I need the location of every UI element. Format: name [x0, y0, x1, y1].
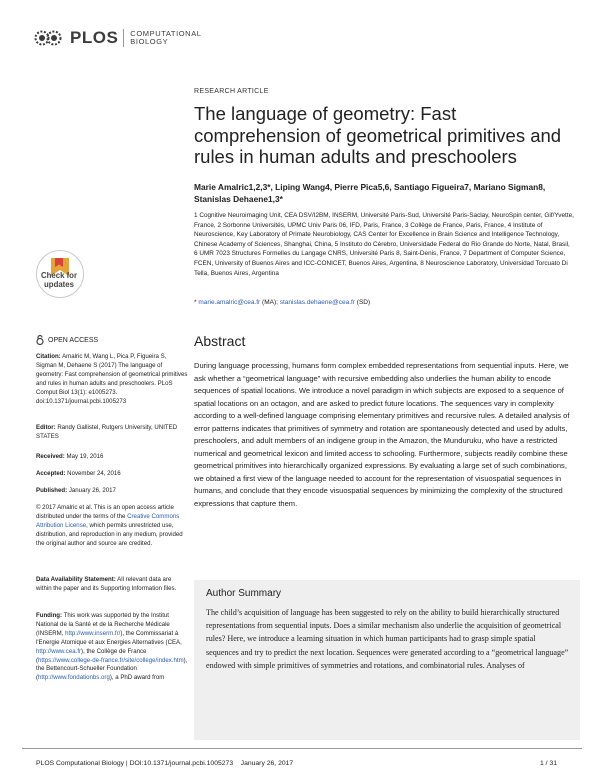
author-summary-heading: Author Summary: [206, 588, 282, 599]
article-type: RESEARCH ARTICLE: [194, 88, 269, 95]
accepted-date: [36, 470, 188, 479]
citation-text: Amalric M, Wang L, Pica P, Figueira S, Sigman M, Dehaene S (2017) The language of geometry: Fast comprehension of geometrical primitives and rules in human adults and preschoolers. PLoS Comput Biol 13(1): e1005273. doi:10.1371/journal.pcbi.1005273: [36, 353, 188, 405]
received-date: [36, 453, 188, 462]
funding-link-1[interactable]: http://www.inserm.fr/: [65, 629, 121, 637]
copyright-text-2: , which permits unrestricted use, distribution, and reproduction in any medium, provided the original author and source are credited.: [36, 521, 183, 547]
funding-text-5: ), a PhD award from: [109, 674, 165, 682]
journal-logo: [34, 28, 202, 48]
editor-block: [36, 424, 188, 442]
funding-link-4[interactable]: http://www.fondationbs.org: [38, 674, 110, 682]
published-value: January 26, 2017: [67, 487, 116, 494]
footer-citation: PLOS Computational Biology | DOI:10.1371/journal.pcbi.1005273 January 26, 2017: [36, 760, 294, 767]
published-date: [36, 487, 188, 496]
accepted-label: Accepted:: [36, 470, 66, 477]
data-availability-label: Data Availability Statement:: [36, 576, 116, 583]
email-link-1[interactable]: marie.amalric@cea.fr: [198, 299, 261, 306]
open-lock-icon: [36, 335, 44, 345]
correspondence-marker: *: [194, 299, 199, 306]
editor-text: Randy Gallistel, Rutgers University, UNITED STATES: [36, 424, 178, 440]
journal-name-line1: COMPUTATIONAL: [130, 29, 202, 38]
funding-text-1: This work was supported by the Institut National de la Santé et de la Recherche Médicale (INSERM,: [36, 612, 170, 637]
data-availability-block: [36, 576, 188, 594]
data-availability-text: All relevant data are within the paper and its Supporting Information files.: [36, 576, 177, 592]
open-access-label: [36, 335, 98, 345]
received-label: Received:: [36, 453, 65, 460]
funding-link-3[interactable]: https://www.college-de-france.fr/site/college/index.htm: [38, 656, 184, 664]
abstract-text: During language processing, humans form complex embedded representations from sequential inputs. Here, we ask whether a “geometrical language” with recursive embedding also underlies the human ability to encode sequences of spatial locations. We introduce a novel paradigm in which subjects are exposed to a sequence of spatial locations on an octagon, and are asked to predict future locations. The sequences vary in complexity according to a well-defined language comprising elementary primitives and recursive rules. A detailed analysis of error patterns indicates that primitives of symmetry and rotation are spontaneously detected and used by adults, preschoolers, and adult members of an indigene group in the Amazon, the Munduruku, who have a restricted numerical and geometrical lexicon and limited access to schooling. Furthermore, subjects readily combine these geometrical primitives into hierarchically organized expressions. By evaluating a large set of such combinations, we obtained a first view of the language needed to account for the representation of visuospatial sequences in humans, and conclude that they encode visuospatial sequences by minimizing the complexity of the structured expressions that capture them.: [194, 361, 570, 508]
editor-label: Editor:: [36, 424, 56, 431]
correspondence-tag-1: (MA);: [260, 299, 280, 306]
funding-text-3: ), the Collège de France (: [36, 647, 147, 664]
citation-block: [36, 353, 188, 406]
plos-wordmark: PLOS: [70, 28, 119, 47]
published-label: Published:: [36, 487, 68, 494]
funding-text-4: ), the Bettencourt-Schueller Foundation (: [36, 656, 188, 682]
footer-divider: [22, 748, 582, 749]
correspondence: [194, 299, 370, 306]
open-access-text: OPEN ACCESS: [48, 336, 99, 344]
funding-block: [36, 612, 188, 683]
journal-name: [130, 30, 201, 46]
copyright-text-1: © 2017 Amalric et al. This is an open access article distributed under the terms of the: [36, 504, 174, 520]
funding-label: Funding:: [36, 612, 63, 619]
copyright-block: [36, 504, 188, 549]
email-link-2[interactable]: stanislas.dehaene@cea.fr: [279, 299, 355, 306]
funding-link-2[interactable]: http://www.cea.fr: [36, 647, 82, 655]
article-title: The language of geometry: Fast comprehension of geometrical primitives and rules in human adults and preschoolers: [194, 103, 562, 167]
page-number: 1 / 31: [540, 760, 558, 767]
affiliations: 1 Cognitive Neuroimaging Unit, CEA DSV/I2BM, INSERM, Université Paris-Sud, Université Paris-Saclay, NeuroSpin center, Gif/Yvette, France, 2 Sorbonne Universités, UPMC Univ Paris 06, IFD, Paris, France, 3 Collège de France, Paris, France, 4 Institute of Neuroscience, Key Laboratory of Primate Neurobiology, CAS Center for Excellence in Brain Science and Intelligence Technology, Chinese Academy of Sciences, Shanghai, China, 5 Instituto do Cérebro, Universidade Federal do Rio Grande do Norte, Natal, Brasil, 6 UMR 7023 Structures Formelles du Langage CNRS, Université Paris 8, Saint-Denis, France, 7 Department of Computer Science, FCEN, University of Buenos Aires and ICC-CONICET, Buenos Aires, Argentina, 8 Neuroscience Laboratory, Universidad Torcuato Di Tella, Buenos Aires, Argentina: [194, 212, 574, 277]
plos-logo-icon: [34, 28, 68, 48]
check-for-updates-label: Check for updates: [41, 271, 77, 289]
accepted-value: November 24, 2016: [65, 470, 121, 477]
abstract-heading: Abstract: [194, 333, 246, 349]
correspondence-tag-2: (SD): [354, 299, 371, 306]
author-list: Marie Amalric1,2,3*, Liping Wang4, Pierre Pica5,6, Santiago Figueira7, Mariano Sigman8, Stanislas Dehaene1,3*: [194, 182, 546, 204]
logo-divider: [123, 29, 124, 47]
citation-label: Citation:: [36, 353, 61, 360]
received-value: May 19, 2016: [64, 453, 104, 460]
funding-text-2: ), the Commissariat à l'Energie Atomique et aux Energies Alternatives (CEA,: [36, 629, 182, 646]
author-summary-text: The child’s acquisition of language has been suggested to rely on the ability to build hierarchically structured representations from sequential inputs. Does a similar mechanism also underlie the acquisition of geometrical rules? Here, we introduce a learning situation in which human participants had to grasp simple spatial sequences and try to predict the next location. Sequences were generated according to a “geometrical language” endowed with simple primitives of symmetries and rotations, and combinatorial rules. Analyses of: [206, 608, 569, 670]
journal-name-line2: BIOLOGY: [130, 37, 169, 46]
license-link[interactable]: Creative Commons Attribution License: [36, 512, 180, 529]
